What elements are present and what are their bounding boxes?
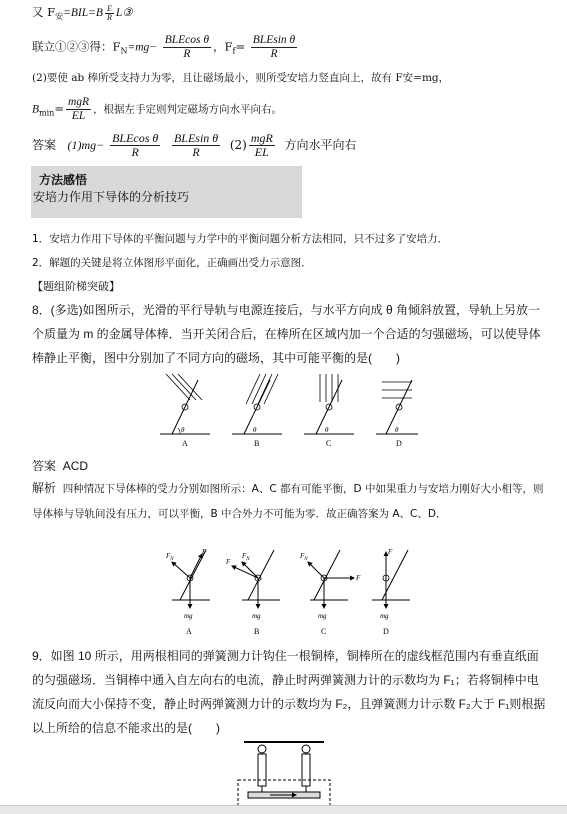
force-label-b: B (254, 627, 260, 636)
force-diagram-b (225, 550, 280, 636)
eq1-prefix: 又 F (32, 5, 56, 19)
analysis-text: 四种情况下导体棒的受力分别如图所示：A、C 都有可能平衡，D 中如果重力与安培力刚好大小相等，则导体棒与导轨间没有压力，可以平衡，B 中合外力不可能为零．故正确答案为 A、C、D． (32, 483, 544, 520)
q8-label-b: B (254, 439, 260, 448)
eq2-sep: ，F (213, 39, 233, 54)
force-diagram-c (299, 550, 361, 636)
answer1-frac2: $\frac{\text{BLEsin θ}}{R}$ (173, 131, 219, 159)
eq2-sub1: N (120, 46, 128, 56)
eq2-frac1: $\frac{\text{BLEcos θ}}{R}$ (164, 34, 210, 60)
q8-figures (150, 372, 420, 450)
answer2-label: 答案 (32, 459, 57, 473)
equation-line-3: (2)要使 ab 棒所受支持力为零，且让磁场最小，则所受安培力竖直向上，故有 F安=mg， (32, 72, 450, 84)
q8-label-d: D (396, 439, 402, 448)
equation-line-4 (32, 96, 282, 123)
svg-text:F: F (226, 558, 231, 566)
method-box (31, 166, 302, 218)
answer1-part2: (2) (229, 138, 247, 152)
eq2-frac2: $\frac{\text{BLEsin θ}}{R}$ (252, 34, 296, 60)
eq2-eq2: = (235, 39, 246, 54)
eq1-rest: =BIL=B (63, 7, 103, 19)
answer1-label: 答案 (32, 138, 57, 152)
svg-text:θ: θ (253, 426, 257, 434)
q9-figure (234, 740, 334, 808)
svg-text:F: F (202, 548, 207, 556)
eq1-tail: L③ (115, 7, 133, 19)
eq4-rest: ，根据左手定则判定磁场方向水平向右。 (93, 103, 283, 116)
eq4-pre: B (32, 103, 40, 116)
answer1-frac1: $\frac{\text{BLEcos θ}}{R}$ (112, 131, 159, 159)
analysis (32, 476, 547, 526)
section-title: 【题组阶梯突破】 (32, 281, 120, 293)
q8-label-a: A (182, 439, 188, 448)
force-diagram-a (165, 548, 210, 636)
force-label-a: A (186, 627, 192, 636)
force-label-c: C (321, 627, 327, 636)
q8-figure-d (376, 380, 418, 448)
tip-1: 1．安培力作用下导体的平衡问题与力学中的平衡问题分析方法相同，只不过多了安培力． (32, 233, 449, 245)
svg-text:θ: θ (395, 426, 399, 434)
q8-figure-b (232, 374, 282, 448)
tip-2: 2．解题的关键是将立体图形平面化，正确画出受力示意图． (32, 257, 312, 269)
equation-line-2 (32, 34, 299, 61)
svg-text:θ: θ (325, 426, 329, 434)
svg-text:mg: mg (252, 612, 261, 620)
horizontal-scrollbar[interactable] (0, 805, 567, 814)
method-title: 方法感悟 (39, 173, 88, 187)
eq4-sub: min (39, 108, 55, 118)
svg-text:mg: mg (184, 612, 193, 620)
svg-text:F: F (356, 574, 361, 582)
q8-label-c: C (326, 439, 332, 448)
eq2-eq1: =mg− (127, 41, 158, 54)
q8-figure-a (160, 374, 210, 448)
method-subtitle: 安培力作用下导体的分析技巧 (33, 190, 190, 204)
svg-text:FN: $F_N$ (242, 552, 250, 562)
answer1-part1: (1)mg− (67, 138, 105, 152)
svg-text:FN: $F_N$ (166, 552, 174, 562)
question-8: 8．(多选)如图所示，光滑的平行导轨与电源连接后，与水平方向成 θ 角倾斜放置，导轨上另放一个质量为 m 的金属导体棒．当开关闭合后，在棒所在区域内加一个合适的匀强磁场，可以使导体棒静止平衡，图中分别加了不同方向的磁场，其中可能平衡的是( ) (32, 303, 541, 365)
eq1-sub: 安 (55, 12, 64, 21)
force-diagram-d (372, 548, 410, 636)
svg-text:mg: mg (380, 612, 389, 620)
eq4-frac: $\frac{\text{mgR}}{EL}$ (67, 96, 90, 122)
force-label-d: D (383, 627, 389, 636)
question-9: 9．如图 10 所示，用两根相同的弹簧测力计钩住一根铜棒，铜棒所在的虚线框范围内有垂直纸面的匀强磁场．当铜棒中通入自左向右的电流，静止时两弹簧测力计的示数均为 F₁；若将铜棒中电流反向而大小保持不变，静止时两弹簧测力计的示数均为 F₂，且弹簧测力计示数 F₂大于 F₁则根据以上所给的信息不能求出的是( ) (32, 649, 546, 735)
svg-text:θ: θ (181, 426, 185, 434)
answer1-frac3: $\frac{\text{mgR}}{EL}$ (250, 131, 273, 159)
q8-figure-c (304, 374, 354, 448)
eq2-sub2: f (232, 46, 236, 56)
eq4-eq: = (54, 101, 64, 116)
eq2-lead: 联立①②③得：F (32, 39, 121, 54)
svg-text:F: F (388, 548, 393, 556)
answer-line-2 (32, 458, 88, 474)
svg-text:FN: $F_N$ (300, 552, 308, 562)
answer1-part3: 方向水平向右 (284, 138, 357, 152)
analysis-label: 解析 (32, 481, 57, 495)
svg-text:mg: mg (318, 612, 327, 620)
answer2-value: ACD (62, 459, 89, 473)
force-diagrams (150, 548, 420, 640)
equation-line-1 (32, 4, 133, 25)
eq1-frac: $\frac{E}{R}$ (106, 3, 112, 22)
answer-line-1 (32, 132, 356, 159)
